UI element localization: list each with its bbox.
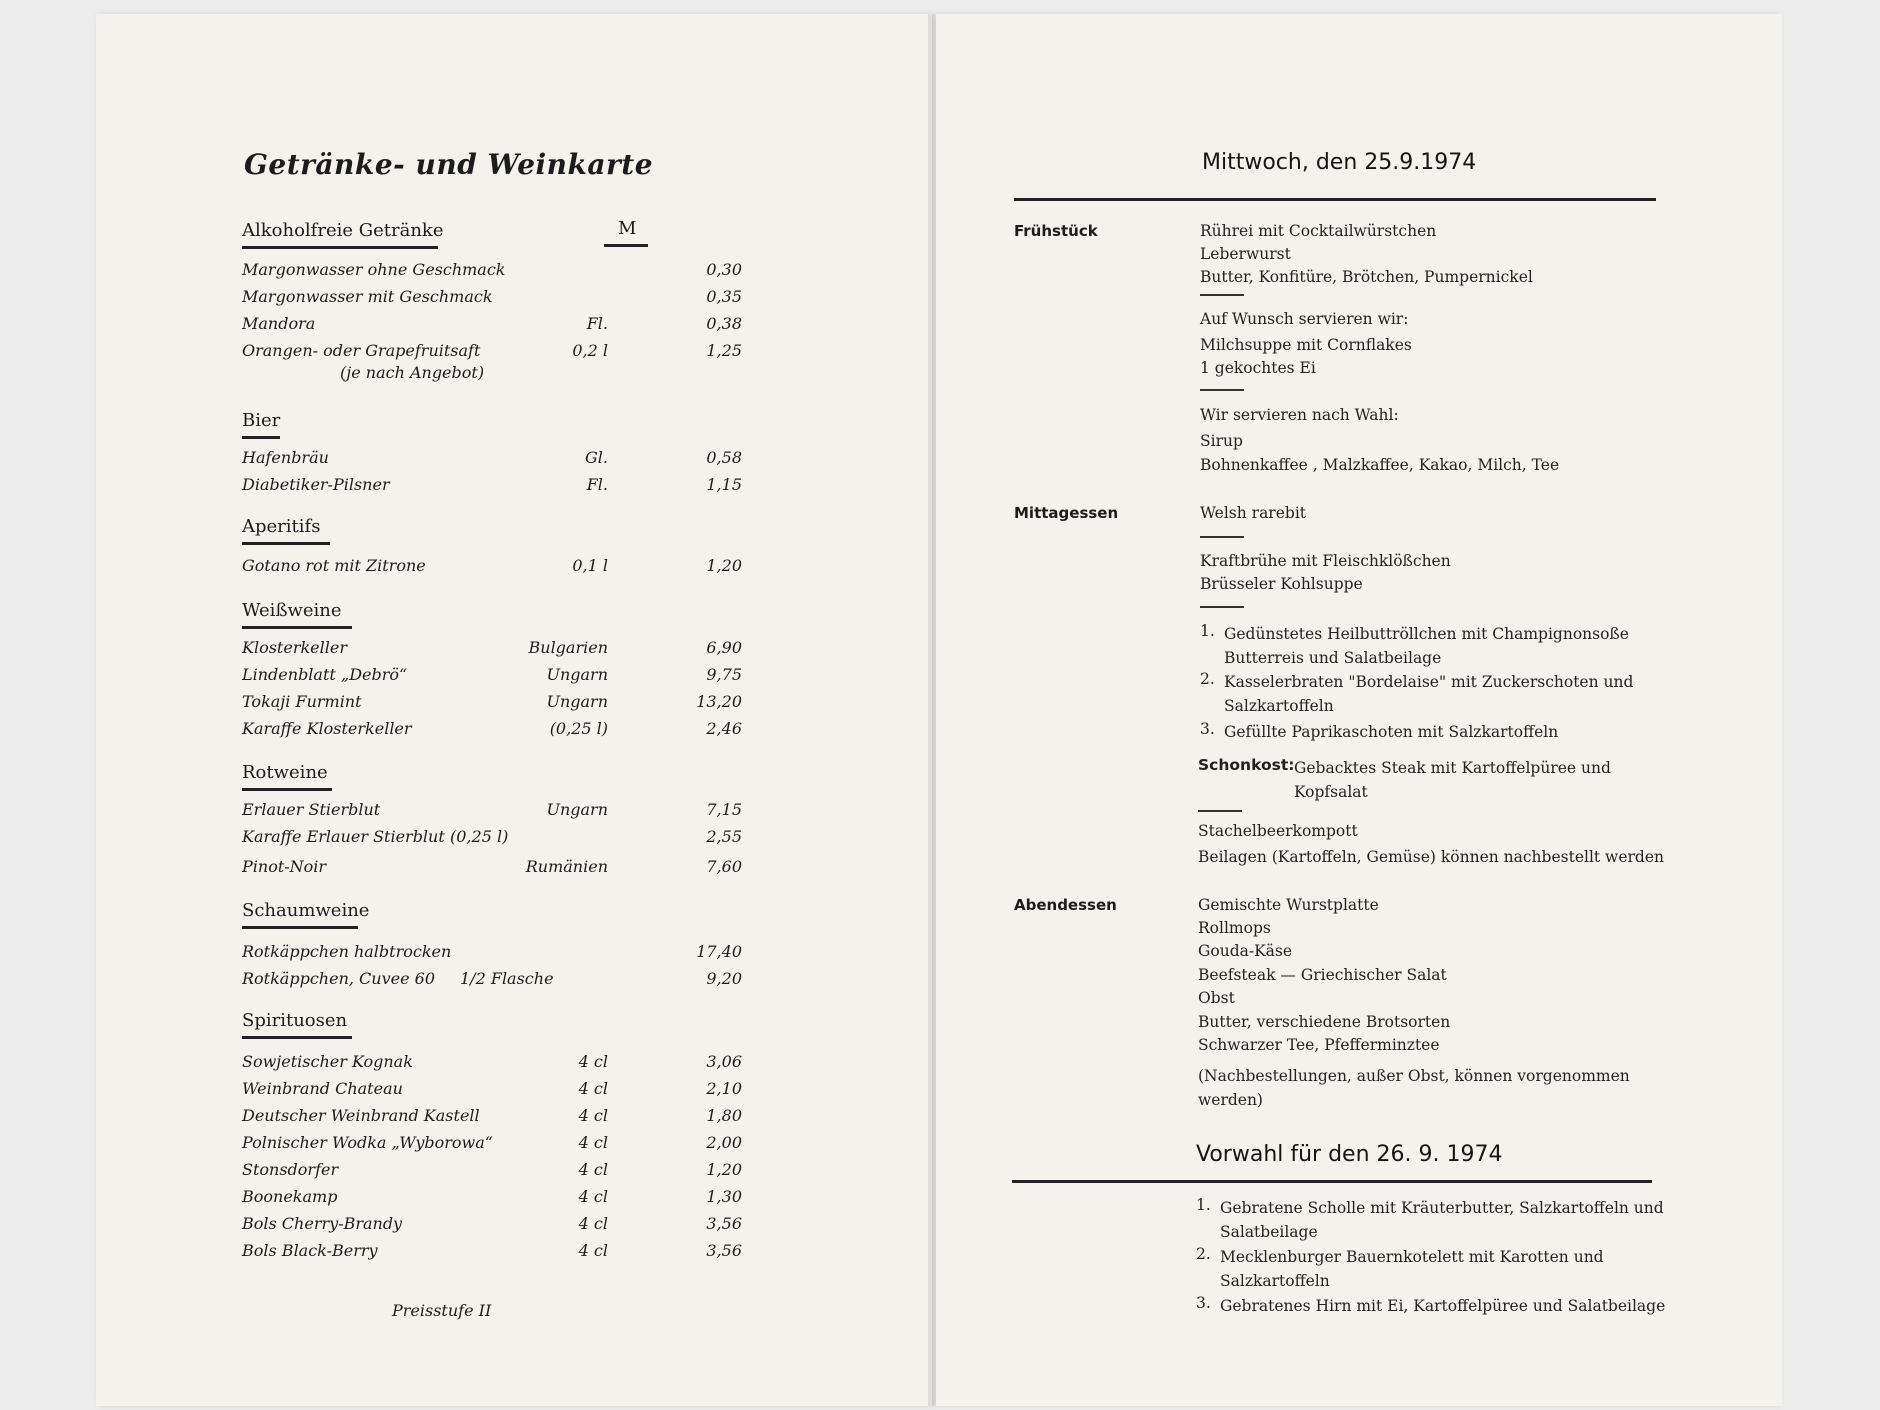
menu-line: Schwarzer Tee, Pfefferminztee xyxy=(1198,1036,1440,1054)
option-text: Mecklenburger Bauernkotelett mit Karotten und Salzkartoffeln xyxy=(1220,1248,1604,1290)
menu-row xyxy=(242,665,742,689)
menu-line: Beefsteak — Griechischer Salat xyxy=(1198,966,1447,984)
item-unit: 4 cl xyxy=(578,1079,608,1098)
item-price: 1,15 xyxy=(706,475,742,494)
menu-row xyxy=(242,827,742,851)
menu-line: Milchsuppe mit Cornflakes xyxy=(1200,336,1412,354)
item-price: 0,30 xyxy=(706,260,742,279)
separator xyxy=(1200,536,1244,538)
item-name: Margonwasser ohne Geschmack xyxy=(242,260,506,279)
item-name: Erlauer Stierblut xyxy=(242,800,381,819)
separator xyxy=(1200,294,1244,296)
day-title: Mittwoch, den 25.9.1974 xyxy=(1202,150,1477,175)
menu-row xyxy=(242,287,742,311)
item-name: Sowjetischer Kognak xyxy=(242,1052,413,1071)
item-name: Bols Cherry-Brandy xyxy=(242,1214,403,1233)
item-name: Margonwasser mit Geschmack xyxy=(242,287,493,306)
item-unit: 4 cl xyxy=(578,1133,608,1152)
category-heading: Aperitifs xyxy=(242,516,321,537)
menu-row xyxy=(242,1052,742,1076)
menu-row xyxy=(242,638,742,662)
option-number: 1. xyxy=(1200,622,1215,640)
price-level-note: Preisstufe II xyxy=(392,1301,492,1320)
right-page xyxy=(936,14,1782,1406)
item-price: 0,38 xyxy=(706,314,742,333)
dinner-note: (Nachbestellungen, außer Obst, können vorgenommen werden) xyxy=(1198,1067,1630,1109)
menu-row xyxy=(242,314,742,338)
menu-line: Welsh rarebit xyxy=(1200,504,1307,522)
item-price: 1,30 xyxy=(706,1187,742,1206)
option-number: 3. xyxy=(1196,1294,1211,1312)
item-unit: 4 cl xyxy=(578,1106,608,1125)
separator xyxy=(1198,810,1242,812)
menu-row xyxy=(242,857,742,881)
diet-label: Schonkost: xyxy=(1198,756,1295,774)
menu-line: Leberwurst xyxy=(1200,245,1291,263)
menu-line: Stachelbeerkompott xyxy=(1198,822,1358,840)
item-name: Rotkäppchen, Cuvee 60 xyxy=(242,969,436,988)
item-price: 9,20 xyxy=(706,969,742,988)
item-unit: 4 cl xyxy=(578,1187,608,1206)
menu-line: Butter, verschiedene Brotsorten xyxy=(1198,1013,1451,1031)
item-price: 2,46 xyxy=(706,719,742,738)
preselection-rule xyxy=(1012,1180,1652,1183)
item-name: Weinbrand Chateau xyxy=(242,1079,403,1098)
item-name: Bols Black-Berry xyxy=(242,1241,378,1260)
item-unit: 4 cl xyxy=(578,1052,608,1071)
meal-label-breakfast: Frühstück xyxy=(1014,222,1098,240)
item-unit: Bulgarien xyxy=(528,638,608,657)
item-price: 3,56 xyxy=(706,1241,742,1260)
item-unit: Fl. xyxy=(586,475,608,494)
item-name: Lindenblatt „Debrö“ xyxy=(242,665,408,684)
menu-row xyxy=(242,969,742,993)
price-column-rule xyxy=(604,244,648,247)
item-name: Karaffe Klosterkeller xyxy=(242,719,412,738)
category-rule xyxy=(242,542,330,545)
separator xyxy=(1200,606,1244,608)
menu-line: Butter, Konfitüre, Brötchen, Pumpernickel xyxy=(1200,268,1533,286)
price-column-header: M xyxy=(618,218,637,239)
item-price: 1,20 xyxy=(706,556,742,575)
category-heading: Spirituosen xyxy=(242,1010,348,1031)
menu-row xyxy=(242,1187,742,1211)
item-name: Rotkäppchen halbtrocken xyxy=(242,942,452,961)
option-text: Gebratenes Hirn mit Ei, Kartoffelpüree und Salatbeilage xyxy=(1220,1297,1666,1315)
category-rule xyxy=(242,436,280,439)
category-heading: Alkoholfreie Getränke xyxy=(242,220,444,241)
category-heading: Weißweine xyxy=(242,600,342,621)
item-name: Diabetiker-Pilsner xyxy=(242,475,390,494)
menu-row xyxy=(242,1133,742,1157)
item-price: 2,10 xyxy=(706,1079,742,1098)
menu-line: Gouda-Käse xyxy=(1198,942,1293,960)
category-heading: Schaumweine xyxy=(242,900,370,921)
separator xyxy=(1200,389,1244,391)
category-heading: Bier xyxy=(242,410,281,431)
left-page xyxy=(96,14,932,1406)
menu-row xyxy=(242,942,742,966)
item-price: 7,15 xyxy=(706,800,742,819)
category-rule xyxy=(242,626,352,629)
menu-row xyxy=(242,1214,742,1238)
meal-label-dinner: Abendessen xyxy=(1014,896,1117,914)
item-unit: 0,1 l xyxy=(572,556,608,575)
menu-row xyxy=(242,260,742,284)
menu-line: Rührei mit Cocktailwürstchen xyxy=(1200,222,1437,240)
item-name: Mandora xyxy=(242,314,316,333)
item-unit: 1/2 Flasche xyxy=(460,969,554,988)
item-unit: Ungarn xyxy=(546,800,608,819)
item-unit: 4 cl xyxy=(578,1160,608,1179)
menu-row xyxy=(242,1079,742,1103)
menu-line: Wir servieren nach Wahl: xyxy=(1200,406,1399,424)
menu-row xyxy=(242,448,742,472)
item-name: Gotano rot mit Zitrone xyxy=(242,556,426,575)
item-name: Boonekamp xyxy=(242,1187,338,1206)
item-name: Karaffe Erlauer Stierblut xyxy=(242,827,445,846)
item-price: 1,80 xyxy=(706,1106,742,1125)
menu-line: 1 gekochtes Ei xyxy=(1200,359,1316,377)
item-price: 9,75 xyxy=(706,665,742,684)
item-unit: Ungarn xyxy=(546,692,608,711)
item-unit: 4 cl xyxy=(578,1214,608,1233)
menu-row xyxy=(242,1241,742,1265)
option-number: 2. xyxy=(1196,1245,1211,1263)
diet-option xyxy=(1198,756,1611,801)
day-title-rule xyxy=(1014,198,1656,201)
option-number: 1. xyxy=(1196,1196,1211,1214)
menu-line: Auf Wunsch servieren wir: xyxy=(1200,310,1409,328)
item-price: 3,56 xyxy=(706,1214,742,1233)
item-name: Deutscher Weinbrand Kastell xyxy=(242,1106,480,1125)
diet-text: Gebacktes Steak mit Kartoffelpüree und Kopfsalat xyxy=(1294,759,1611,801)
item-price: 2,55 xyxy=(706,827,742,846)
category-rule xyxy=(242,246,438,249)
category-rule xyxy=(242,1036,352,1039)
menu-row xyxy=(242,341,742,387)
category-heading: Rotweine xyxy=(242,762,328,783)
menu-line: Gemischte Wurstplatte xyxy=(1198,896,1379,914)
item-unit: 0,2 l xyxy=(572,341,608,360)
item-unit: Gl. xyxy=(585,448,608,467)
menu-row xyxy=(242,556,742,580)
option-text: Gefüllte Paprikaschoten mit Salzkartoffeln xyxy=(1224,723,1559,741)
menu-line: Obst xyxy=(1198,989,1235,1007)
menu-row xyxy=(242,692,742,716)
item-unit: (0,25 l) xyxy=(549,719,608,738)
menu-row xyxy=(242,1106,742,1130)
item-unit: Ungarn xyxy=(546,665,608,684)
item-unit: Fl. xyxy=(586,314,608,333)
item-price: 1,25 xyxy=(706,341,742,360)
menu-line: Beilagen (Kartoffeln, Gemüse) können nachbestellt werden xyxy=(1198,848,1664,866)
item-name: Hafenbräu xyxy=(242,448,329,467)
menu-line: Bohnenkaffee , Malzkaffee, Kakao, Milch, Tee xyxy=(1200,456,1560,474)
option-number: 3. xyxy=(1200,720,1215,738)
category-rule xyxy=(242,926,358,929)
item-unit: (0,25 l) xyxy=(450,827,509,846)
item-name: Tokaji Furmint xyxy=(242,692,362,711)
item-name: Stonsdorfer xyxy=(242,1160,339,1179)
item-name: Pinot-Noir xyxy=(242,857,327,876)
menu-line: Sirup xyxy=(1200,432,1243,450)
menu-line: Rollmops xyxy=(1198,919,1271,937)
menu-line: Kraftbrühe mit Fleischklößchen xyxy=(1200,552,1451,570)
item-unit: Rumänien xyxy=(525,857,608,876)
drinks-menu-title: Getränke- und Weinkarte xyxy=(244,148,654,181)
item-price: 13,20 xyxy=(696,692,742,711)
item-unit: 4 cl xyxy=(578,1241,608,1260)
meal-label-lunch: Mittagessen xyxy=(1014,504,1119,522)
option-text: Kasselerbraten "Bordelaise" mit Zuckerschoten und Salzkartoffeln xyxy=(1224,673,1634,715)
menu-row xyxy=(242,800,742,824)
item-price: 17,40 xyxy=(696,942,742,961)
menu-line: Brüsseler Kohlsuppe xyxy=(1200,575,1363,593)
item-price: 3,06 xyxy=(706,1052,742,1071)
option-number: 2. xyxy=(1200,670,1215,688)
menu-row xyxy=(242,719,742,743)
item-price: 0,58 xyxy=(706,448,742,467)
item-note: (je nach Angebot) xyxy=(340,363,485,382)
item-price: 1,20 xyxy=(706,1160,742,1179)
item-price: 2,00 xyxy=(706,1133,742,1152)
menu-row xyxy=(242,475,742,499)
preselection-title: Vorwahl für den 26. 9. 1974 xyxy=(1196,1142,1503,1167)
menu-row xyxy=(242,1160,742,1184)
category-rule xyxy=(242,788,332,791)
item-name: Orangen- oder Grapefruitsaft xyxy=(242,341,481,360)
option-text: Gedünstetes Heilbuttröllchen mit Champignonsoße Butterreis und Salatbeilage xyxy=(1224,625,1629,667)
item-name: Polnischer Wodka „Wyborowa“ xyxy=(242,1133,493,1152)
item-price: 6,90 xyxy=(706,638,742,657)
item-price: 0,35 xyxy=(706,287,742,306)
item-price: 7,60 xyxy=(706,857,742,876)
option-text: Gebratene Scholle mit Kräuterbutter, Salzkartoffeln und Salatbeilage xyxy=(1220,1199,1664,1241)
item-name: Klosterkeller xyxy=(242,638,347,657)
